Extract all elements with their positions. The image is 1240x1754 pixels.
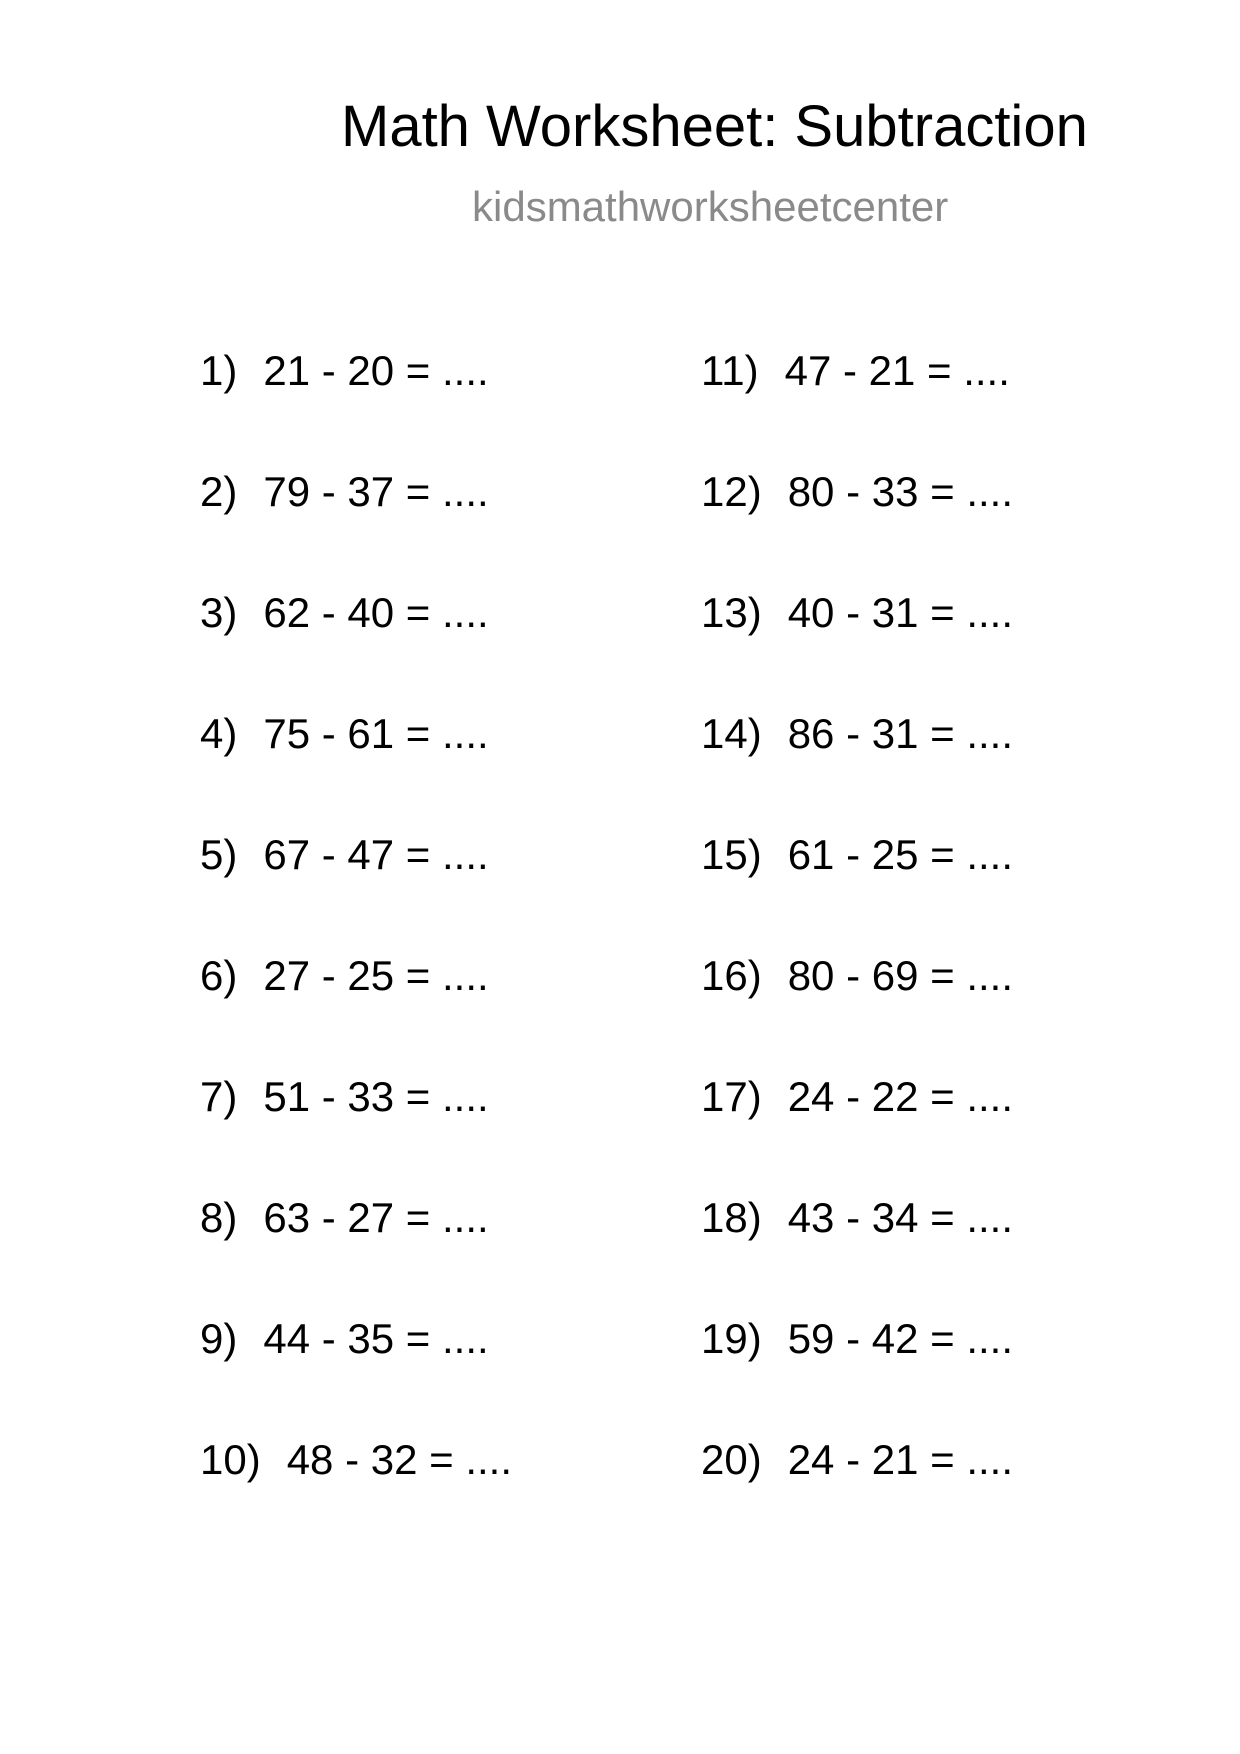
problem-number: 1) (200, 347, 238, 394)
problem-number: 8) (200, 1194, 238, 1241)
problem-item (200, 831, 512, 955)
problem-expression: 43 - 34 = .... (787, 1194, 1014, 1241)
problem-number: 18) (701, 1194, 762, 1241)
problem-item (701, 1315, 1014, 1439)
problem-item (701, 1073, 1014, 1197)
problem-item (701, 347, 1013, 471)
problem-item (200, 1194, 512, 1318)
problem-number: 2) (200, 468, 238, 515)
problem-number: 20) (701, 1436, 762, 1483)
problem-number: 10) (200, 1436, 261, 1483)
problem-number: 15) (701, 831, 762, 878)
problem-item (200, 589, 512, 713)
worksheet-subtitle: kidsmathworksheetcenter (472, 183, 949, 230)
problem-number: 14) (701, 710, 762, 757)
problem-expression: 40 - 31 = .... (787, 589, 1014, 636)
problem-number: 19) (701, 1315, 762, 1362)
problem-expression: 51 - 33 = .... (263, 1073, 489, 1120)
problem-item (200, 710, 512, 834)
problem-number: 7) (200, 1073, 238, 1120)
problem-expression: 61 - 25 = .... (787, 831, 1014, 878)
problem-expression: 75 - 61 = .... (263, 710, 489, 757)
problem-number: 17) (701, 1073, 762, 1120)
problem-item (200, 952, 512, 1076)
problem-item (200, 347, 512, 471)
problem-item (701, 468, 1014, 592)
problem-number: 4) (200, 710, 238, 757)
problem-number: 11) (701, 347, 759, 394)
problem-number: 13) (701, 589, 762, 636)
problem-expression: 79 - 37 = .... (263, 468, 489, 515)
problem-expression: 44 - 35 = .... (263, 1315, 489, 1362)
worksheet-title: Math Worksheet: Subtraction (341, 94, 1088, 159)
problem-item (701, 831, 1014, 955)
problem-number: 9) (200, 1315, 238, 1362)
problem-item (701, 710, 1014, 834)
problem-item (200, 1073, 512, 1197)
problem-expression: 27 - 25 = .... (263, 952, 489, 999)
problem-item (200, 468, 512, 592)
problem-expression: 62 - 40 = .... (263, 589, 489, 636)
problem-expression: 48 - 32 = .... (286, 1436, 513, 1483)
problem-item (701, 952, 1014, 1076)
problem-item (200, 1436, 513, 1560)
problem-item (701, 1194, 1014, 1318)
problem-expression: 24 - 22 = .... (787, 1073, 1014, 1120)
problem-expression: 24 - 21 = .... (787, 1436, 1014, 1483)
problem-expression: 80 - 69 = .... (787, 952, 1014, 999)
problem-number: 16) (701, 952, 762, 999)
problem-number: 6) (200, 952, 238, 999)
problem-expression: 21 - 20 = .... (263, 347, 489, 394)
problem-column-right (701, 347, 1014, 1560)
problem-expression: 59 - 42 = .... (787, 1315, 1014, 1362)
problem-expression: 47 - 21 = .... (784, 347, 1010, 394)
problem-item (200, 1315, 512, 1439)
problem-column-left (200, 347, 513, 1560)
problem-number: 3) (200, 589, 238, 636)
problem-number: 12) (701, 468, 762, 515)
problem-number: 5) (200, 831, 238, 878)
problem-expression: 67 - 47 = .... (263, 831, 489, 878)
problem-expression: 63 - 27 = .... (263, 1194, 489, 1241)
problem-expression: 86 - 31 = .... (787, 710, 1014, 757)
problem-item (701, 1436, 1014, 1560)
problem-item (701, 589, 1014, 713)
problem-expression: 80 - 33 = .... (787, 468, 1014, 515)
